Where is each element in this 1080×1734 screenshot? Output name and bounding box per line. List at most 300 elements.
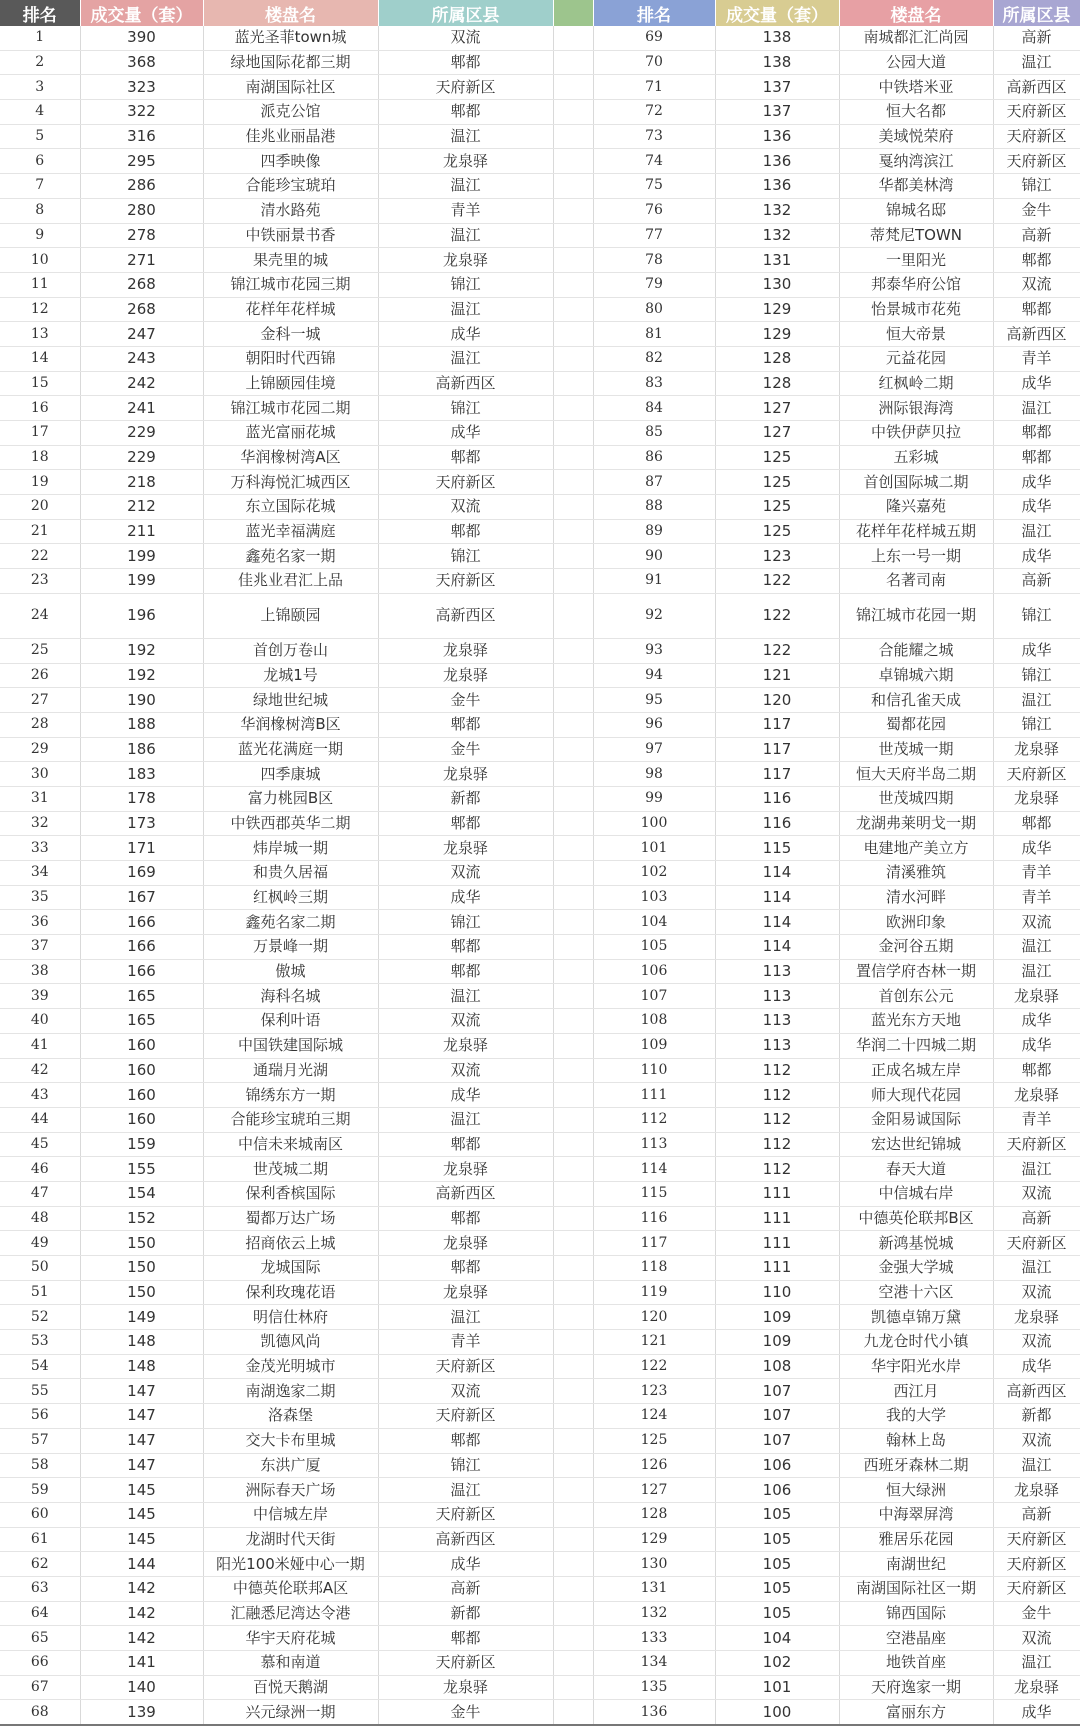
cell-project: 蜀都万达广场: [203, 1206, 378, 1231]
cell-rank-right: 110: [593, 1058, 715, 1083]
cell-project-right: 锦江城市花园一期: [839, 593, 993, 638]
cell-rank: 52: [0, 1305, 80, 1330]
cell-volume: 390: [80, 26, 203, 50]
cell-volume-right: 128: [715, 371, 839, 396]
cell-rank-right: 123: [593, 1379, 715, 1404]
cell-separator: [553, 1651, 593, 1676]
cell-volume: 322: [80, 100, 203, 125]
cell-project: 和贵久居福: [203, 861, 378, 886]
table-row: [0, 1305, 1080, 1330]
cell-rank: 59: [0, 1478, 80, 1503]
cell-volume-right: 132: [715, 198, 839, 223]
cell-project-right: 南湖世纪: [839, 1552, 993, 1577]
cell-rank-right: 79: [593, 272, 715, 297]
cell-rank: 48: [0, 1206, 80, 1231]
cell-rank: 21: [0, 519, 80, 544]
cell-rank: 67: [0, 1675, 80, 1700]
cell-district-right: 温江: [993, 688, 1080, 713]
cell-district-right: 金牛: [993, 198, 1080, 223]
cell-volume-right: 122: [715, 569, 839, 594]
cell-district-right: 高新: [993, 569, 1080, 594]
cell-project: 洛森堡: [203, 1404, 378, 1429]
cell-project-right: 金阳易诚国际: [839, 1107, 993, 1132]
cell-district-right: 成华: [993, 371, 1080, 396]
cell-separator: [553, 248, 593, 273]
cell-volume-right: 125: [715, 445, 839, 470]
cell-rank: 46: [0, 1157, 80, 1182]
cell-volume-right: 138: [715, 50, 839, 75]
cell-rank-right: 119: [593, 1280, 715, 1305]
cell-project: 傲城: [203, 959, 378, 984]
header-rank-right: 排名: [593, 0, 715, 26]
cell-district: 龙泉驿: [378, 1280, 553, 1305]
cell-district-right: 成华: [993, 1033, 1080, 1058]
cell-project: 蓝光圣菲town城: [203, 26, 378, 50]
cell-project-right: 上东一号一期: [839, 544, 993, 569]
cell-district-right: 龙泉驿: [993, 786, 1080, 811]
cell-rank-right: 131: [593, 1576, 715, 1601]
cell-volume-right: 122: [715, 638, 839, 663]
cell-rank: 33: [0, 836, 80, 861]
cell-rank: 15: [0, 371, 80, 396]
cell-project-right: 首创东公元: [839, 984, 993, 1009]
cell-district-right: 天府新区: [993, 1231, 1080, 1256]
cell-volume: 166: [80, 910, 203, 935]
cell-district-right: 高新: [993, 1502, 1080, 1527]
cell-project-right: 金强大学城: [839, 1256, 993, 1281]
table-row: [0, 495, 1080, 520]
cell-district: 双流: [378, 1009, 553, 1034]
cell-volume-right: 111: [715, 1231, 839, 1256]
cell-project: 四季康城: [203, 762, 378, 787]
cell-volume: 145: [80, 1478, 203, 1503]
table-row: [0, 1280, 1080, 1305]
table-row: [0, 272, 1080, 297]
table-row: [0, 569, 1080, 594]
cell-volume-right: 127: [715, 396, 839, 421]
cell-volume: 278: [80, 223, 203, 248]
cell-rank: 30: [0, 762, 80, 787]
cell-project-right: 恒大天府半岛二期: [839, 762, 993, 787]
cell-district: 青羊: [378, 1330, 553, 1355]
cell-project: 华宇天府花城: [203, 1626, 378, 1651]
cell-separator: [553, 1478, 593, 1503]
cell-rank-right: 86: [593, 445, 715, 470]
cell-project-right: 中德英伦联邦B区: [839, 1206, 993, 1231]
cell-volume-right: 107: [715, 1379, 839, 1404]
table-row: [0, 1132, 1080, 1157]
cell-district-right: 龙泉驿: [993, 1083, 1080, 1108]
cell-district: 郫都: [378, 100, 553, 125]
cell-rank-right: 103: [593, 885, 715, 910]
cell-volume: 211: [80, 519, 203, 544]
cell-district: 龙泉驿: [378, 836, 553, 861]
table-row: [0, 1083, 1080, 1108]
cell-rank-right: 113: [593, 1132, 715, 1157]
cell-project-right: 地铁首座: [839, 1651, 993, 1676]
cell-project-right: 正成名城左岸: [839, 1058, 993, 1083]
cell-volume-right: 111: [715, 1256, 839, 1281]
cell-rank-right: 133: [593, 1626, 715, 1651]
cell-rank-right: 90: [593, 544, 715, 569]
cell-project: 派克公馆: [203, 100, 378, 125]
cell-separator: [553, 1280, 593, 1305]
cell-rank: 4: [0, 100, 80, 125]
cell-rank: 34: [0, 861, 80, 886]
cell-volume-right: 102: [715, 1651, 839, 1676]
cell-district-right: 成华: [993, 495, 1080, 520]
cell-rank-right: 101: [593, 836, 715, 861]
cell-project: 上锦颐园: [203, 593, 378, 638]
cell-project: 东立国际花城: [203, 495, 378, 520]
cell-rank-right: 130: [593, 1552, 715, 1577]
cell-rank-right: 71: [593, 75, 715, 100]
cell-rank-right: 97: [593, 737, 715, 762]
cell-volume: 192: [80, 663, 203, 688]
cell-volume: 160: [80, 1033, 203, 1058]
cell-separator: [553, 1552, 593, 1577]
cell-project-right: 电建地产美立方: [839, 836, 993, 861]
table-row: [0, 1453, 1080, 1478]
cell-district: 高新西区: [378, 1527, 553, 1552]
cell-district: 龙泉驿: [378, 762, 553, 787]
cell-district: 龙泉驿: [378, 663, 553, 688]
cell-volume-right: 105: [715, 1502, 839, 1527]
cell-volume: 171: [80, 836, 203, 861]
cell-project: 招商依云上城: [203, 1231, 378, 1256]
cell-project: 龙湖时代天街: [203, 1527, 378, 1552]
cell-volume: 173: [80, 811, 203, 836]
cell-separator: [553, 762, 593, 787]
cell-rank: 40: [0, 1009, 80, 1034]
table-row: [0, 1181, 1080, 1206]
cell-rank: 68: [0, 1700, 80, 1725]
cell-district-right: 高新: [993, 1206, 1080, 1231]
table-row: [0, 1231, 1080, 1256]
table-row: [0, 1552, 1080, 1577]
cell-project: 富力桃园B区: [203, 786, 378, 811]
cell-district: 锦江: [378, 396, 553, 421]
cell-project: 万景峰一期: [203, 935, 378, 960]
cell-volume-right: 116: [715, 786, 839, 811]
cell-rank-right: 107: [593, 984, 715, 1009]
cell-district: 高新西区: [378, 593, 553, 638]
table-row: [0, 470, 1080, 495]
cell-volume: 196: [80, 593, 203, 638]
table-row: [0, 1502, 1080, 1527]
cell-project-right: 戛纳湾滨江: [839, 149, 993, 174]
cell-district-right: 成华: [993, 1700, 1080, 1725]
table-row: [0, 445, 1080, 470]
cell-rank-right: 89: [593, 519, 715, 544]
cell-district-right: 双流: [993, 1330, 1080, 1355]
cell-rank: 51: [0, 1280, 80, 1305]
header-volume: 成交量（套）: [80, 0, 203, 26]
cell-rank-right: 112: [593, 1107, 715, 1132]
header-district: 所属区县: [378, 0, 553, 26]
cell-district: 郫都: [378, 445, 553, 470]
table-row: [0, 198, 1080, 223]
cell-volume-right: 109: [715, 1305, 839, 1330]
cell-district: 双流: [378, 26, 553, 50]
cell-rank: 57: [0, 1428, 80, 1453]
cell-rank-right: 73: [593, 124, 715, 149]
cell-project-right: 凯德卓锦万黛: [839, 1305, 993, 1330]
cell-rank-right: 136: [593, 1700, 715, 1725]
cell-volume-right: 101: [715, 1675, 839, 1700]
cell-project: 兴元绿洲一期: [203, 1700, 378, 1725]
cell-district: 双流: [378, 1379, 553, 1404]
table-row: [0, 124, 1080, 149]
cell-rank-right: 91: [593, 569, 715, 594]
cell-volume: 268: [80, 272, 203, 297]
table-row: [0, 1330, 1080, 1355]
cell-project: 炜岸城一期: [203, 836, 378, 861]
cell-volume: 166: [80, 959, 203, 984]
cell-volume: 218: [80, 470, 203, 495]
cell-separator: [553, 519, 593, 544]
cell-district-right: 锦江: [993, 593, 1080, 638]
cell-separator: [553, 26, 593, 50]
cell-separator: [553, 1379, 593, 1404]
cell-rank: 22: [0, 544, 80, 569]
cell-volume: 368: [80, 50, 203, 75]
cell-volume-right: 110: [715, 1280, 839, 1305]
cell-project: 凯德风尚: [203, 1330, 378, 1355]
cell-separator: [553, 297, 593, 322]
cell-project: 金科一城: [203, 322, 378, 347]
cell-district-right: 温江: [993, 1651, 1080, 1676]
cell-district: 龙泉驿: [378, 248, 553, 273]
cell-project-right: 合能耀之城: [839, 638, 993, 663]
cell-volume-right: 104: [715, 1626, 839, 1651]
cell-volume: 147: [80, 1379, 203, 1404]
cell-project-right: 清水河畔: [839, 885, 993, 910]
cell-district: 郫都: [378, 1132, 553, 1157]
cell-district: 锦江: [378, 910, 553, 935]
cell-separator: [553, 346, 593, 371]
cell-district-right: 青羊: [993, 861, 1080, 886]
cell-project-right: 恒大绿洲: [839, 1478, 993, 1503]
cell-volume-right: 137: [715, 100, 839, 125]
cell-project: 中信城左岸: [203, 1502, 378, 1527]
cell-rank-right: 70: [593, 50, 715, 75]
cell-separator: [553, 396, 593, 421]
table-row: [0, 712, 1080, 737]
cell-volume: 229: [80, 421, 203, 446]
cell-project-right: 空港十六区: [839, 1280, 993, 1305]
cell-rank: 10: [0, 248, 80, 273]
cell-volume: 144: [80, 1552, 203, 1577]
cell-volume-right: 123: [715, 544, 839, 569]
table-row: [0, 959, 1080, 984]
cell-volume: 167: [80, 885, 203, 910]
cell-volume: 148: [80, 1330, 203, 1355]
table-row: [0, 248, 1080, 273]
cell-rank: 43: [0, 1083, 80, 1108]
cell-project: 佳兆业君汇上品: [203, 569, 378, 594]
cell-district-right: 金牛: [993, 1601, 1080, 1626]
cell-volume: 169: [80, 861, 203, 886]
cell-volume: 186: [80, 737, 203, 762]
cell-project: 慕和南道: [203, 1651, 378, 1676]
cell-separator: [553, 1527, 593, 1552]
cell-district-right: 天府新区: [993, 1132, 1080, 1157]
table-row: [0, 1354, 1080, 1379]
cell-district-right: 天府新区: [993, 124, 1080, 149]
cell-project-right: 恒大帝景: [839, 322, 993, 347]
cell-rank-right: 77: [593, 223, 715, 248]
cell-separator: [553, 1305, 593, 1330]
cell-rank: 25: [0, 638, 80, 663]
cell-separator: [553, 1502, 593, 1527]
cell-volume-right: 106: [715, 1478, 839, 1503]
cell-volume-right: 111: [715, 1206, 839, 1231]
cell-separator: [553, 1700, 593, 1725]
cell-rank: 8: [0, 198, 80, 223]
cell-rank-right: 127: [593, 1478, 715, 1503]
cell-project-right: 置信学府杏林一期: [839, 959, 993, 984]
cell-project: 通瑞月光湖: [203, 1058, 378, 1083]
cell-separator: [553, 569, 593, 594]
cell-district: 郫都: [378, 935, 553, 960]
cell-district: 天府新区: [378, 1354, 553, 1379]
cell-separator: [553, 371, 593, 396]
cell-project: 洲际春天广场: [203, 1478, 378, 1503]
cell-project-right: 我的大学: [839, 1404, 993, 1429]
cell-district: 金牛: [378, 1700, 553, 1725]
cell-district: 新都: [378, 1601, 553, 1626]
cell-volume-right: 132: [715, 223, 839, 248]
table-row: [0, 1626, 1080, 1651]
cell-rank-right: 132: [593, 1601, 715, 1626]
cell-district-right: 龙泉驿: [993, 1478, 1080, 1503]
cell-district-right: 温江: [993, 519, 1080, 544]
cell-separator: [553, 149, 593, 174]
cell-project-right: 一里阳光: [839, 248, 993, 273]
cell-project: 果壳里的城: [203, 248, 378, 273]
cell-rank-right: 111: [593, 1083, 715, 1108]
cell-project-right: 南城都汇汇尚园: [839, 26, 993, 50]
cell-project-right: 锦西国际: [839, 1601, 993, 1626]
cell-separator: [553, 1058, 593, 1083]
cell-district: 成华: [378, 885, 553, 910]
cell-rank: 49: [0, 1231, 80, 1256]
cell-separator: [553, 935, 593, 960]
header-rank: 排名: [0, 0, 80, 26]
cell-district-right: 天府新区: [993, 1552, 1080, 1577]
cell-volume: 183: [80, 762, 203, 787]
cell-district-right: 锦江: [993, 712, 1080, 737]
cell-district-right: 双流: [993, 272, 1080, 297]
cell-separator: [553, 198, 593, 223]
cell-project-right: 龙湖弗莱明戈一期: [839, 811, 993, 836]
table-row: [0, 1478, 1080, 1503]
cell-district: 郫都: [378, 959, 553, 984]
cell-volume-right: 117: [715, 712, 839, 737]
cell-project: 华润橡树湾B区: [203, 712, 378, 737]
cell-project: 汇融悉尼湾达令港: [203, 1601, 378, 1626]
cell-project-right: 锦城名邸: [839, 198, 993, 223]
table-row: [0, 396, 1080, 421]
cell-district: 高新西区: [378, 1181, 553, 1206]
cell-project-right: 美域悦荣府: [839, 124, 993, 149]
cell-rank: 61: [0, 1527, 80, 1552]
cell-project-right: 九龙仓时代小镇: [839, 1330, 993, 1355]
cell-separator: [553, 1083, 593, 1108]
table-row: [0, 861, 1080, 886]
cell-rank: 41: [0, 1033, 80, 1058]
cell-district-right: 温江: [993, 1256, 1080, 1281]
cell-volume-right: 112: [715, 1132, 839, 1157]
cell-separator: [553, 1330, 593, 1355]
cell-rank-right: 81: [593, 322, 715, 347]
cell-volume-right: 136: [715, 124, 839, 149]
cell-rank: 28: [0, 712, 80, 737]
cell-rank: 5: [0, 124, 80, 149]
cell-separator: [553, 1107, 593, 1132]
cell-project: 东洪广厦: [203, 1453, 378, 1478]
cell-separator: [553, 861, 593, 886]
cell-rank-right: 126: [593, 1453, 715, 1478]
cell-district: 温江: [378, 297, 553, 322]
cell-project-right: 清溪雅筑: [839, 861, 993, 886]
cell-district-right: 成华: [993, 638, 1080, 663]
cell-rank-right: 76: [593, 198, 715, 223]
table-row: [0, 1404, 1080, 1429]
cell-district: 温江: [378, 984, 553, 1009]
cell-project-right: 空港晶座: [839, 1626, 993, 1651]
cell-volume-right: 113: [715, 984, 839, 1009]
cell-volume: 271: [80, 248, 203, 273]
cell-separator: [553, 1576, 593, 1601]
cell-rank: 3: [0, 75, 80, 100]
cell-district: 金牛: [378, 688, 553, 713]
cell-district-right: 成华: [993, 836, 1080, 861]
cell-separator: [553, 1453, 593, 1478]
header-volume-right: 成交量（套）: [715, 0, 839, 26]
cell-district: 金牛: [378, 737, 553, 762]
table-row: [0, 935, 1080, 960]
cell-separator: [553, 470, 593, 495]
cell-project-right: 中信城右岸: [839, 1181, 993, 1206]
table-row: [0, 1009, 1080, 1034]
cell-district-right: 高新: [993, 223, 1080, 248]
cell-district-right: 温江: [993, 396, 1080, 421]
cell-volume-right: 105: [715, 1527, 839, 1552]
cell-rank-right: 83: [593, 371, 715, 396]
cell-district-right: 郫都: [993, 421, 1080, 446]
table-row: [0, 1058, 1080, 1083]
cell-rank-right: 114: [593, 1157, 715, 1182]
cell-separator: [553, 811, 593, 836]
cell-project: 蓝光幸福满庭: [203, 519, 378, 544]
cell-separator: [553, 100, 593, 125]
header-row: [0, 0, 1080, 26]
cell-district-right: 天府新区: [993, 149, 1080, 174]
header-district-right: 所属区县: [993, 0, 1080, 26]
table-row: [0, 638, 1080, 663]
cell-volume: 155: [80, 1157, 203, 1182]
table-row: [0, 737, 1080, 762]
cell-project-right: 公园大道: [839, 50, 993, 75]
cell-project-right: 中铁伊萨贝拉: [839, 421, 993, 446]
cell-district: 郫都: [378, 1428, 553, 1453]
cell-volume-right: 107: [715, 1428, 839, 1453]
cell-rank-right: 109: [593, 1033, 715, 1058]
cell-rank: 54: [0, 1354, 80, 1379]
cell-project-right: 新鸿基悦城: [839, 1231, 993, 1256]
